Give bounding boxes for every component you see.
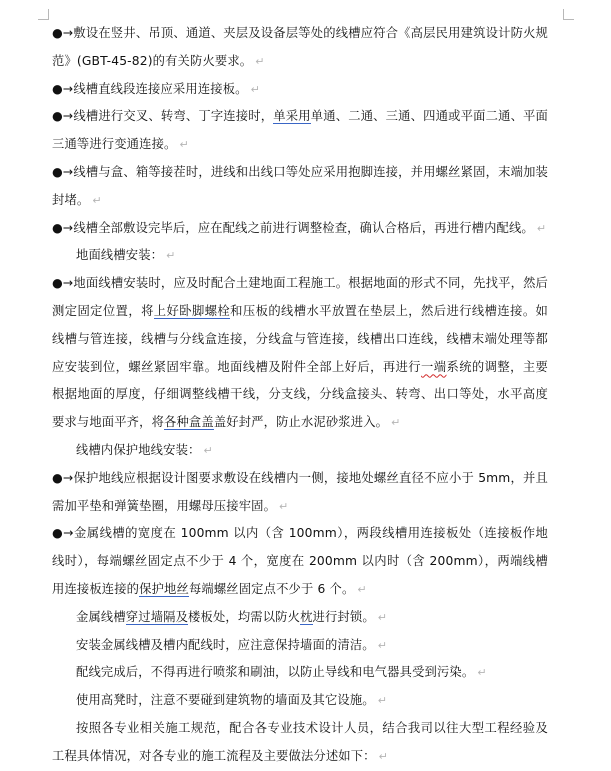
bullet-marker: ●→	[52, 109, 74, 124]
bullet-marker: ●→	[52, 26, 74, 40]
bullet-paragraph	[52, 103, 548, 159]
page-corner-mark-top-right	[563, 9, 574, 20]
paragraph-text: 配线完成后，不得再进行喷浆和刷油，以防止导线和电气器具受到污染。	[76, 665, 475, 680]
paragraph	[52, 659, 548, 687]
bullet-paragraph	[52, 270, 548, 437]
bullet-marker: ●→	[52, 276, 74, 291]
bullet-paragraph	[52, 159, 548, 215]
paragraph-text: 敷设在竖井、吊顶、通道、夹层及设备层等处的线槽应符合《高层民用建筑设计防火规范》(GBT-45-82)的有关防火要求。	[52, 26, 549, 68]
document-body[interactable]	[52, 20, 548, 771]
paragraph-text: 盖好封严，防止水泥砂浆进入。	[213, 415, 389, 430]
paragraph-text: 金属线槽的宽度在 100mm 以内（含 100mm），两段线槽用连接板处（连接板作地线时），每端螺丝固定点不少于 4 个，宽度在 200mm 以内时（含 200mm），两端线槽用连接板连接的	[52, 526, 548, 596]
paragraph-text: 金属线槽	[76, 609, 126, 624]
bullet-marker: ●→	[52, 526, 74, 541]
underlined-text: 单采用	[273, 109, 311, 124]
underlined-text: 上好卧脚螺栓	[153, 303, 231, 318]
bullet-paragraph	[52, 20, 548, 76]
paragraph-mark-icon: ↵	[357, 582, 367, 596]
paragraph-text: 线槽进行交叉、转弯、丁字连接时，	[73, 109, 274, 124]
bullet-marker: ●→	[52, 470, 74, 485]
underlined-text: 穿过墙隔及	[125, 609, 189, 624]
paragraph-text: 进行封锁。	[312, 609, 375, 624]
bullet-marker: ●→	[52, 164, 74, 179]
paragraph-mark-icon: ↵	[377, 638, 388, 652]
paragraph	[52, 715, 548, 771]
paragraph-mark-icon: ↵	[279, 499, 289, 513]
paragraph-text: 使用高凳时，注意不要碰到建筑物的墙面及其它设施。	[76, 693, 375, 708]
paragraph-text: 地面线槽安装：	[76, 248, 164, 263]
bullet-marker: ●→	[52, 220, 74, 235]
paragraph	[52, 604, 548, 632]
paragraph	[52, 687, 548, 715]
underlined-text: 枕	[300, 609, 313, 624]
paragraph-mark-icon: ↵	[536, 221, 547, 235]
bullet-paragraph	[52, 465, 548, 521]
paragraph-mark-icon: ↵	[250, 82, 260, 96]
bullet-paragraph	[52, 520, 548, 603]
paragraph-mark-icon: ↵	[378, 749, 388, 763]
underlined-text: 各种盒盖	[164, 415, 214, 430]
paragraph-mark-icon: ↵	[255, 54, 265, 68]
paragraph	[52, 632, 548, 660]
bullet-marker: ●→	[52, 81, 74, 96]
page-corner-mark-top-left	[38, 9, 49, 20]
paragraph-mark-icon: ↵	[377, 694, 388, 708]
bullet-paragraph	[52, 215, 548, 243]
paragraph-text: 每端螺丝固定点不少于 6 个。	[188, 581, 355, 596]
paragraph-mark-icon: ↵	[477, 666, 487, 680]
paragraph-text: 系统的调整，主要根据地面的厚度，仔细调整线槽干线，分支线，分线盒接头、转弯、出口等处，水平高度要求与地面平齐，将	[52, 359, 548, 430]
paragraph-mark-icon: ↵	[203, 443, 213, 457]
paragraph	[52, 437, 548, 465]
paragraph-mark-icon: ↵	[179, 138, 189, 152]
paragraph-text: 地面线槽安装时，应及时配合土建地面工程施工。根据地面的形式不同，先找平，然后测定固定位置，将	[52, 276, 549, 318]
paragraph-mark-icon: ↵	[166, 249, 176, 263]
paragraph-text: 线槽与盒、箱等接茬时，进线和出线口等处应采用抱脚连接，并用螺丝紧固，末端加装封堵。	[52, 164, 549, 207]
underlined-text: 一端	[421, 359, 447, 374]
paragraph-text: 单通、二通、三通、四通或平面二通、平面三通等进行变通连接。	[52, 109, 548, 152]
paragraph-text: 线槽内保护地线安装：	[76, 442, 201, 457]
paragraph-text: 线槽直线段连接应采用连接板。	[73, 81, 248, 96]
paragraph-mark-icon: ↵	[391, 416, 401, 430]
paragraph-text: 保护地线应根据设计图要求敷设在线槽内一侧，接地处螺丝直径不应小于 5mm，并且需加平垫和弹簧垫圈，用螺母压接牢固。	[52, 470, 548, 513]
bullet-paragraph	[52, 76, 548, 104]
paragraph-text: 线槽全部敷设完毕后，应在配线之前进行调整检查，确认合格后，再进行槽内配线。	[73, 220, 534, 235]
paragraph-mark-icon: ↵	[92, 193, 102, 207]
paragraph	[52, 242, 548, 270]
paragraph-text: 安装金属线槽及槽内配线时，应注意保持墙面的清洁。	[76, 637, 375, 652]
paragraph-mark-icon: ↵	[377, 610, 388, 624]
paragraph-text: 和压板的线槽水平放置在垫层上，然后进行线槽连接。如线槽与管连接，线槽与分线盒连接，分线盒与管连接，线槽出口连线，线槽末端处理等都应安装到位，螺丝紧固牢靠。地面线槽及附件全部上好后，再进行	[52, 303, 548, 374]
underlined-text: 保护地丝	[139, 581, 189, 596]
paragraph-text: 楼板处，均需以防火	[188, 609, 301, 624]
paragraph-text: 按照各专业相关施工规范，配合各专业技术设计人员，结合我司以往大型工程经验及工程具体情况，对各专业的施工流程及主要做法分述如下：	[52, 720, 548, 763]
